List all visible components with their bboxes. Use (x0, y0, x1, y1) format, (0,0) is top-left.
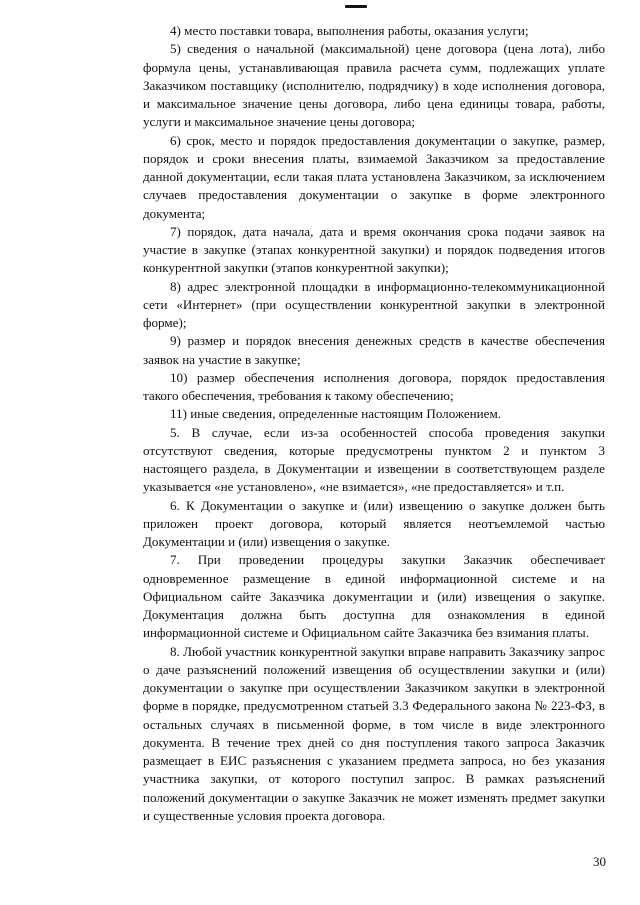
list-item-4: 4) место поставки товара, выполнения работы, оказания услуги; (170, 23, 529, 38)
list-item-10: 10) размер обеспечения исполнения договора, порядок предоставления такого обеспечения, требования к такому обеспечению; (143, 369, 605, 403)
clause-8: 8. Любой участник конкурентной закупки вправе направить Заказчику запрос о даче разъяснений положений извещения об осуществлении закупки и (или) документации о закупке при осуществлении Заказчиком закупки в электронной форме в порядке, предусмотренном статьей 3.3 Федерального закона № 223-ФЗ, в остальных случаях в письменной форме, в том числе в виде электронного документа. В течение трех дней со дня поступления такого запроса Заказчик размещает в ЕИС разъяснения с указанием предмета запроса, но без указания участника закупки, от которого поступил запрос. В рамках разъяснений положений документации о закупке Заказчик не может изменять предмет закупки и существенные условия проекта договора. (143, 643, 605, 823)
list-item-6: 6) срок, место и порядок предоставления документации о закупке, размер, порядок и сроки внесения платы, взимаемой Заказчиком за предоставление данной документации, если такая плата установлена Заказчиком, за исключением случаев предоставления документации о закупке в форме электронного документа; (143, 132, 605, 221)
list-item-11: 11) иные сведения, определенные настоящим Положением. (170, 406, 502, 422)
list-item-8: 8) адрес электронной площадки в информационно-телекоммуникационной сети «Интернет» (при осуществлении конкурентной закупки в электронной форме); (143, 278, 605, 330)
scan-mark (345, 5, 367, 8)
list-item-9: 9) размер и порядок внесения денежных средств в качестве обеспечения заявок на участие в закупке; (143, 333, 605, 367)
page-number: 30 (593, 854, 606, 869)
list-item-5: 5) сведения о начальной (максимальной) цене договора (цена лота), либо формула цены, устанавливающая правила расчета сумм, подлежащих уплате Заказчиком поставщику (исполнителю, подрядчику) в ходе исполнения договора, и максимальное значение цены договора, либо цена единицы товара, работы, услуги и максимальное значение цены договора; (143, 41, 605, 130)
list-item-7: 7) порядок, дата начала, дата и время окончания срока подачи заявок на участие в закупке (этапах конкурентной закупки) и порядок подведения итогов конкурентной закупки (этапов конкурентной закупки); (143, 223, 605, 276)
clause-5: 5. В случае, если из-за особенностей способа проведения закупки отсутствуют сведения, которые предусмотрены пунктом 2 и пунктом 3 настоящего раздела, в Документации и извещении в соответствующем разделе указывается «не установлено», «не взимается», «не предоставляется» и т.п. (143, 424, 605, 495)
document-body (143, 22, 605, 825)
clause-6: 6. К Документации о закупке и (или) извещению о закупке должен быть приложен проект договора, который является неотъемлемой частью Документации и (или) извещения о закупке. (143, 497, 605, 549)
clause-7: 7. При проведении процедуры закупки Заказчик обеспечивает одновременное размещение в единой информационной системе и на Официальном сайте Заказчика документации и (или) извещения о закупке. Документация должна быть доступна для ознакомления в единой информационной системе и Официальном сайте Заказчика без взимания платы. (143, 552, 605, 641)
